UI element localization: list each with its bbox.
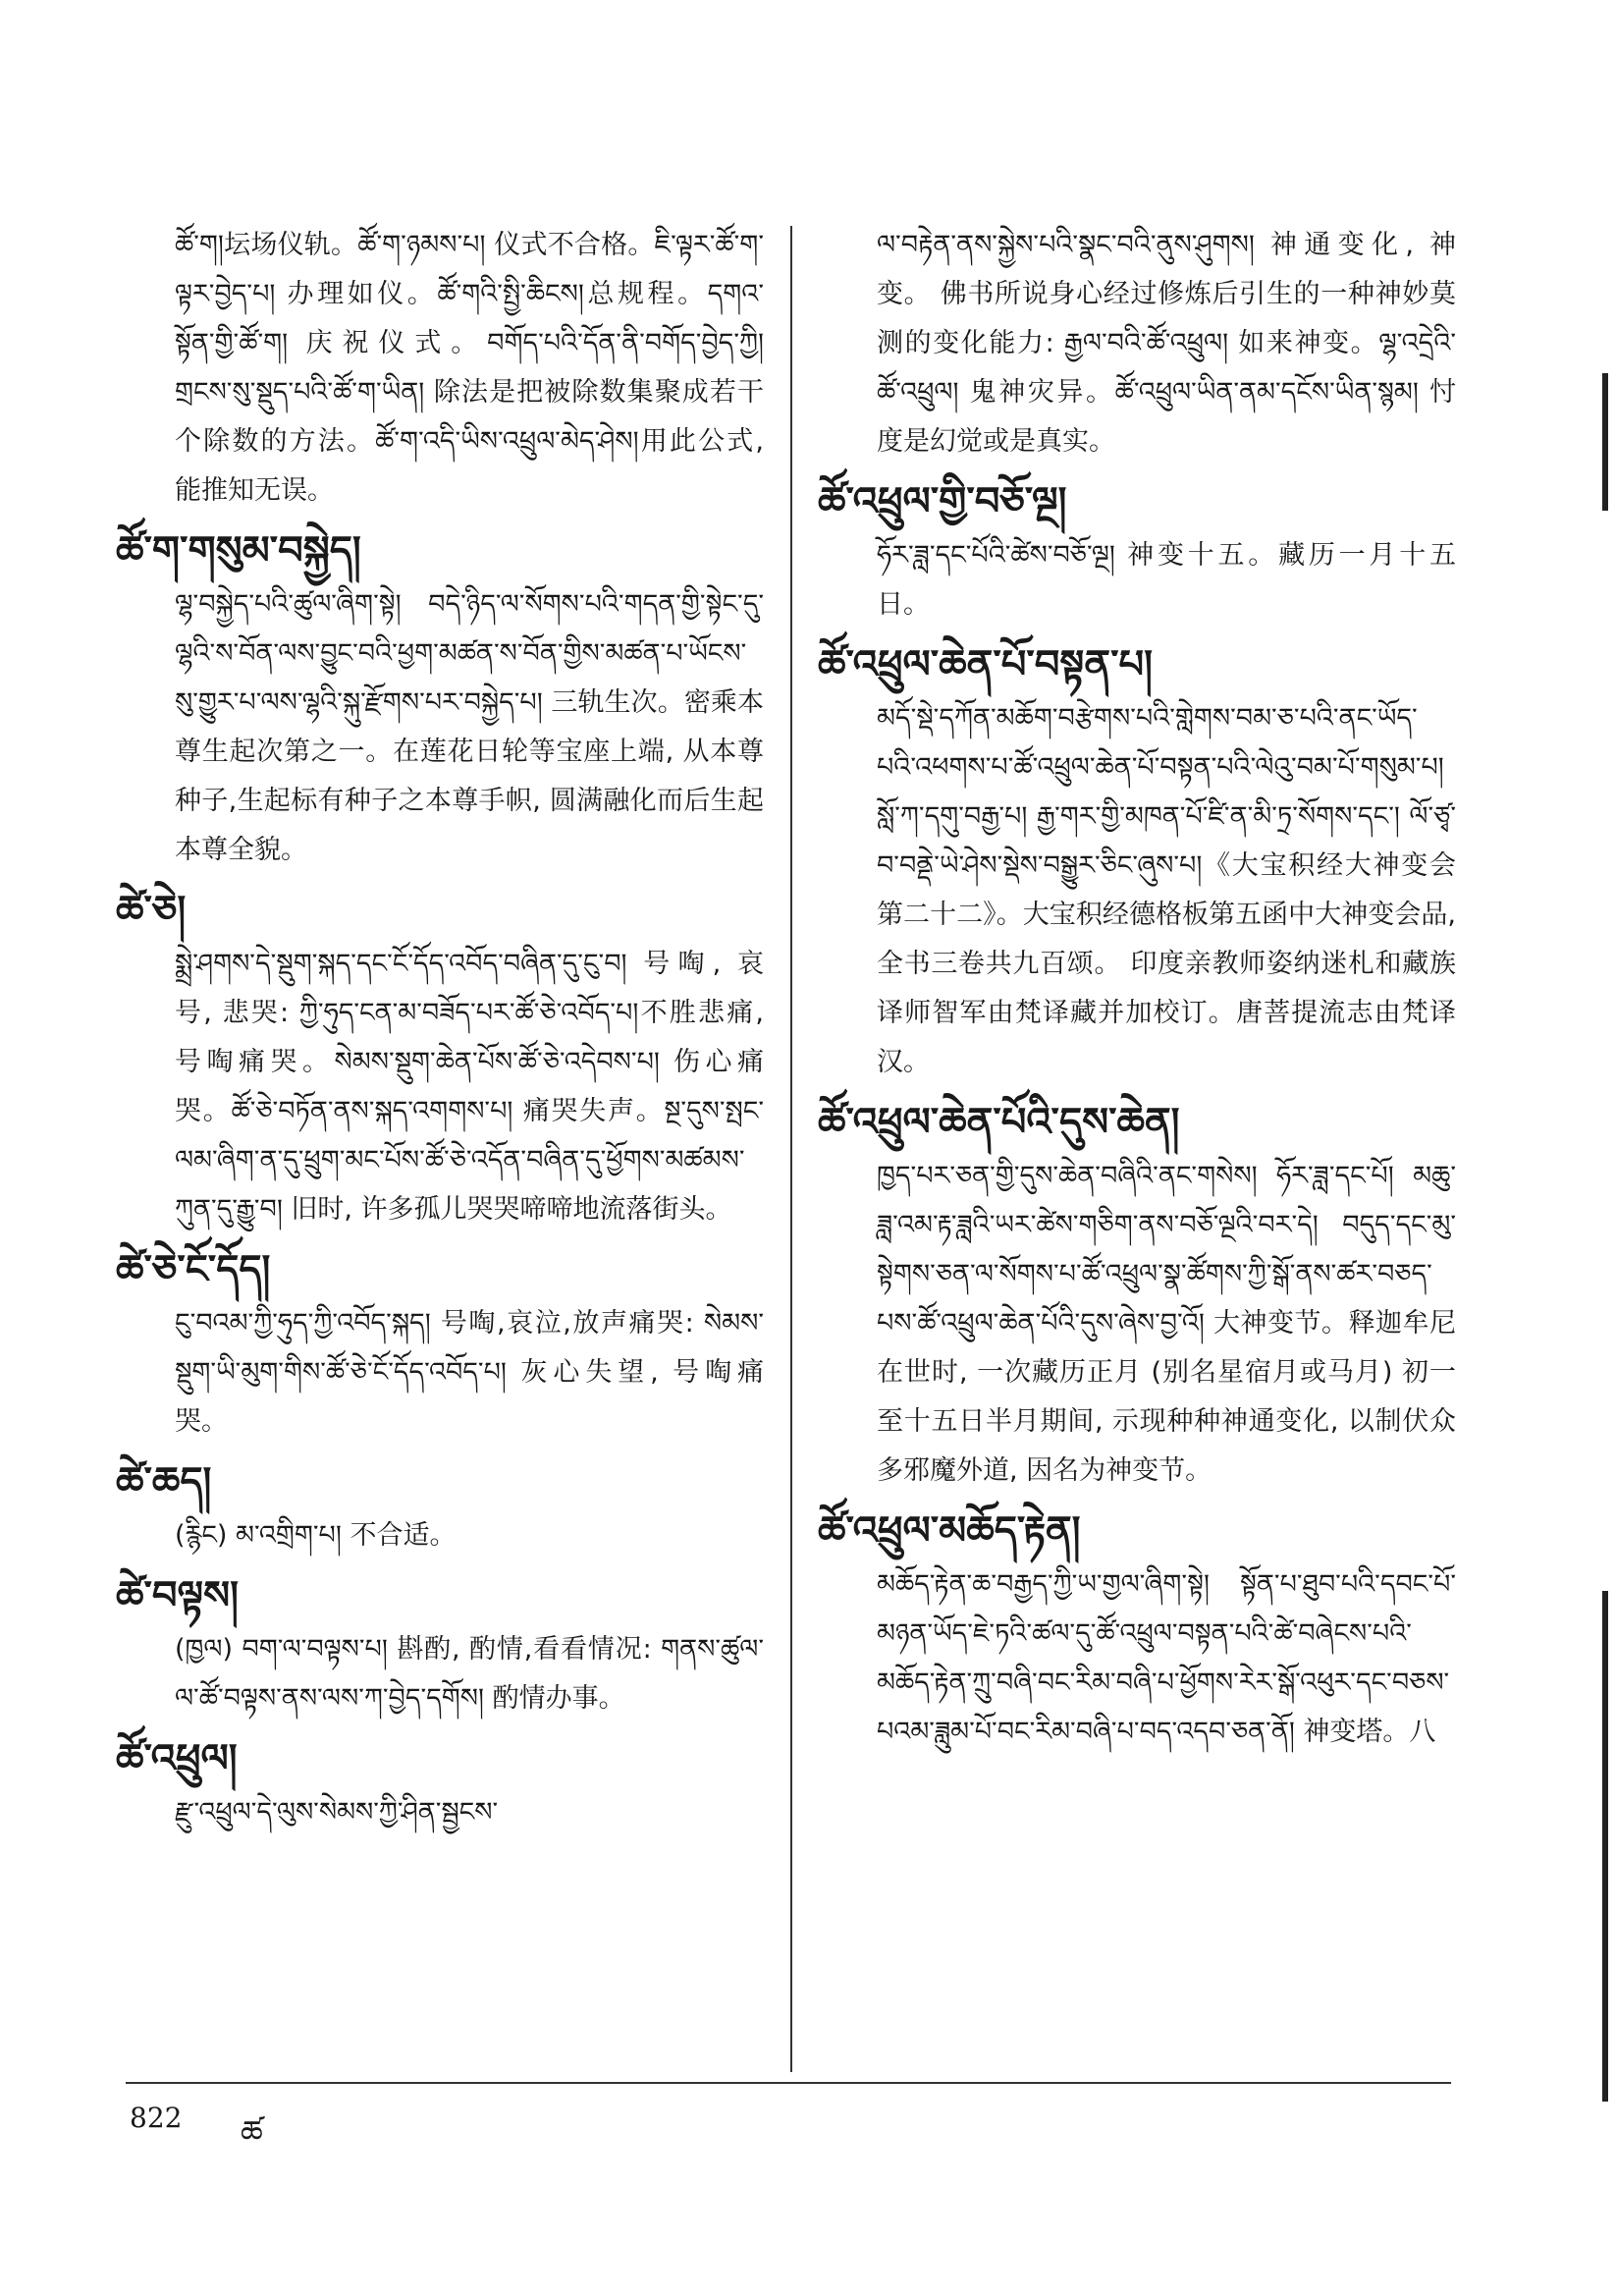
entry-definition: ལྷ་བསྐྱེད་པའི་ཚུལ་ཞིག་སྟེ། བདེ་ཉིད་ལ་སོགས་པའི་གདན་གྱི་སྟེང་དུ་ལྷའི་ས་བོན་ལས་བྱུང་བའི་ཕྱག་མཚན་ས་བོན་གྱིས་མཚན་པ་ཡོངས་སུ་གྱུར་པ་ལས་ལྷའི་སྐུ་རྫོགས་པར་བསྐྱེད་པ། 三轨生次。密乘本尊生起次第之一。在莲花日轮等宝座上端, 从本尊种子,生起标有种子之本尊手帜, 圆满融化而后生起本尊全貌。 [175,589,764,865]
entry [116,881,764,1234]
entry-headword: ཚེ་ཅེ་ངོ་དོད། [116,1247,271,1292]
entry [116,1240,764,1447]
entry-headword: ཚོ་འཕྲུལ་ཆེན་པོ་བསྟན་པ། [818,642,1153,687]
entry-definition: ངུ་བའམ་ཀྱི་ཧུད་ཀྱི་འབོད་སྐད། 号啕,哀泣,放声痛哭: སེམས་སྡུག་ཡི་མུག་གིས་ཚོ་ཅེ་ངོ་དོད་འབོད་པ། 灰心失望, 号啕痛哭。 [175,1308,764,1437]
entry-headword: ཚེ་ཆད། [116,1459,212,1504]
entry-definition: ཚོ་ག།坛场仪轨。ཚོ་ག་ཉམས་པ། 仪式不合格。ཇི་ལྟར་ཚོ་ག་ལྟར་བྱེད་པ། 办理如仪。ཚོ་གའི་སྤྱི་ཆིངས།总规程。དགའ་སྟོན་གྱི་ཚོ་ག། 庆祝仪式。བགོད་པའི་དོན་ནི་བགོད་བྱེད་ཀྱི། གྲངས་སུ་སྡུད་པའི་ཚོ་ག་ཡིན། 除法是把被除数集聚成若干个除数的方法。ཚོ་ག་འདི་ཡིས་འཕྲུལ་མེད་ཤེས།用此公式,能推知无误。 [175,230,764,506]
entry-definition: མཆོད་རྟེན་ཆ་བརྒྱད་ཀྱི་ཡ་གྱལ་ཞིག་སྟེ། སྟོན་པ་ཐུབ་པའི་དབང་པོ་མཉན་ཡོད་ཇེ་ཏའི་ཚལ་དུ་ཚོ་འཕྲུལ་བསྟན་པའི་ཚེ་བཞེངས་པའི་མཆོད་རྟེན་ཀྲུ་བཞི་བང་རིམ་བཞི་པ་ཕྱོགས་རེར་སྒོ་འཕུར་དང་བཅས་པའམ་ཟླུམ་པོ་བང་རིམ་བཞི་པ་བད་འདབ་ཅན་ནོ། 神变塔。八 [877,1569,1456,1747]
entry-headword: ཚོ་འཕྲུལ། [116,1736,238,1781]
page-number: 822 [130,2102,183,2134]
entry [818,1502,1456,1757]
entry-definition: ཧོར་ཟླ་དང་པོའི་ཚེས་བཅོ་ལྔ། 神变十五。藏历一月十五日。 [877,540,1456,620]
entry-definition: ལ་བརྟེན་ནས་སྐྱེས་པའི་སྣང་བའི་ནུས་ཤུགས། 神通变化, 神变。 佛书所说身心经过修炼后引生的一种神妙莫测的变化能力: རྒྱལ་བའི་ཚོ་འཕྲུལ། 如来神变。ལྷ་འདྲེའི་ཚོ་འཕྲུལ། 鬼神灾异。ཚོ་འཕྲུལ་ཡིན་ནམ་དངོས་ཡིན་སྙམ། 忖度是幻觉或是真实。 [877,230,1456,457]
footer-rule [126,2082,1451,2084]
entry-definition: རྫུ་འཕྲུལ་དེ་ལུས་སེམས་ཀྱི་ཤིན་སྦྱངས་ [175,1797,499,1828]
entry-headword: ཚོ་འཕྲུལ་ཆེན་པོའི་དུས་ཆེན། [818,1100,1180,1145]
entry [818,472,1456,629]
entry-definition: ཁྱད་པར་ཅན་གྱི་དུས་ཆེན་བཞིའི་ནང་གསེས། ཧོར་ཟླ་དང་པོ། མཆུ་ཟླ་འམ་རྟ་ཟླའི་ཡར་ཚེས་གཅིག་ནས་བཅོ་ལྔའི་བར་དེ། བདུད་དང་མུ་སྟེགས་ཅན་ལ་སོགས་པ་ཚོ་འཕྲུལ་སྣ་ཚོགས་ཀྱི་སྒོ་ནས་ཚར་བཅད་པས་ཚོ་འཕྲུལ་ཆེན་པོའི་དུས་ཞེས་བྱ་འོ། 大神变节。释迦牟尼在世时, 一次藏历正月 (别名星宿月或马月) 初一至十五日半月期间, 示现种种神通变化, 以制伏众多邪魔外道, 因名为神变节。 [877,1161,1456,1486]
running-head: ཚ [241,2113,263,2151]
entry-headword: ཚོ་འཕྲུལ་མཆོད་རྟེན། [818,1508,1081,1554]
scan-edge-mark [1602,1591,1608,2102]
entry-headword: ཚེ་བལྟས། [116,1573,240,1618]
entry [116,221,764,516]
entry-definition: (ཁྱལ) བག་ལ་བལྟས་པ། 斟酌, 酌情,看看情况: གནས་ཚུལ་ལ་ཚོ་བལྟས་ནས་ལས་ཀ་བྱེད་དགོས། 酌情办事。 [175,1634,764,1714]
entry [818,1093,1456,1496]
entry [116,1729,764,1837]
entry [818,221,1456,466]
entry-headword: ཚོ་ག་གསུམ་བསྐྱེད། [116,528,361,574]
entry [116,1452,764,1560]
column-divider [790,226,792,2072]
left-column [116,221,764,1843]
entry-definition: (རྙིང) མ་འགྲིག་པ། 不合适。 [175,1520,457,1551]
entry-headword: ཚོ་འཕྲུལ་གྱི་བཅོ་ལྔ། [818,479,1067,524]
right-column [818,221,1456,1763]
entry-definition: སྨྲེ་ཤགས་དེ་སྡུག་སྐད་དང་ངོ་དོད་འབོད་བཞིན་དུ་ངུ་བ། 号啕, 哀号, 悲哭: ཀྱི་ཧུད་ངན་མ་བཟོད་པར་ཚོ་ཅེ་འབོད་པ།不胜悲痛,号啕痛哭。སེམས་སྡུག་ཆེན་པོས་ཚོ་ཅེ་འདེབས་པ། 伤心痛哭。ཚོ་ཅེ་བཏོན་ནས་སྐད་འགགས་པ། 痛哭失声。སྔ་དུས་སྤང་ལམ་ཞིག་ན་དུ་ཕྲུག་མང་པོས་ཚོ་ཅེ་འདོན་བཞིན་དུ་ཕྱོགས་མཚམས་ཀུན་དུ་རྒྱུ་བ། 旧时, 许多孤儿哭哭啼啼地流落街头。 [175,949,764,1225]
entry [818,635,1456,1087]
entry [116,521,764,875]
entry-definition: མདོ་སྡེ་དཀོན་མཆོག་བརྩེགས་པའི་གླེགས་བམ་ཅ་པའི་ནང་ཡོད་པའི་འཕགས་པ་ཚོ་འཕྲུལ་ཆེན་པོ་བསྟན་པའི་ལེའུ་བམ་པོ་གསུམ་པ། སློ་ཀ་དགུ་བརྒྱ་པ། རྒྱ་གར་གྱི་མཁན་པོ་ཛི་ན་མི་ཏྲ་སོགས་དང་། ལོ་ཙྭ་བ་བནྡེ་ཡེ་ཤེས་སྡེས་བསྒྱུར་ཅིང་ཞུས་པ།《大宝积经大神变会第二十二》。大宝积经德格板第五函中大神变会品,全书三卷共九百颂。 印度亲教师姿纳迷札和藏族译师智军由梵译藏并加校订。唐菩提流志由梵译汉。 [877,703,1456,1077]
entry-headword: ཚེ་ཅེ། [116,888,187,933]
scan-edge-mark [1602,373,1608,511]
entry [116,1566,764,1723]
